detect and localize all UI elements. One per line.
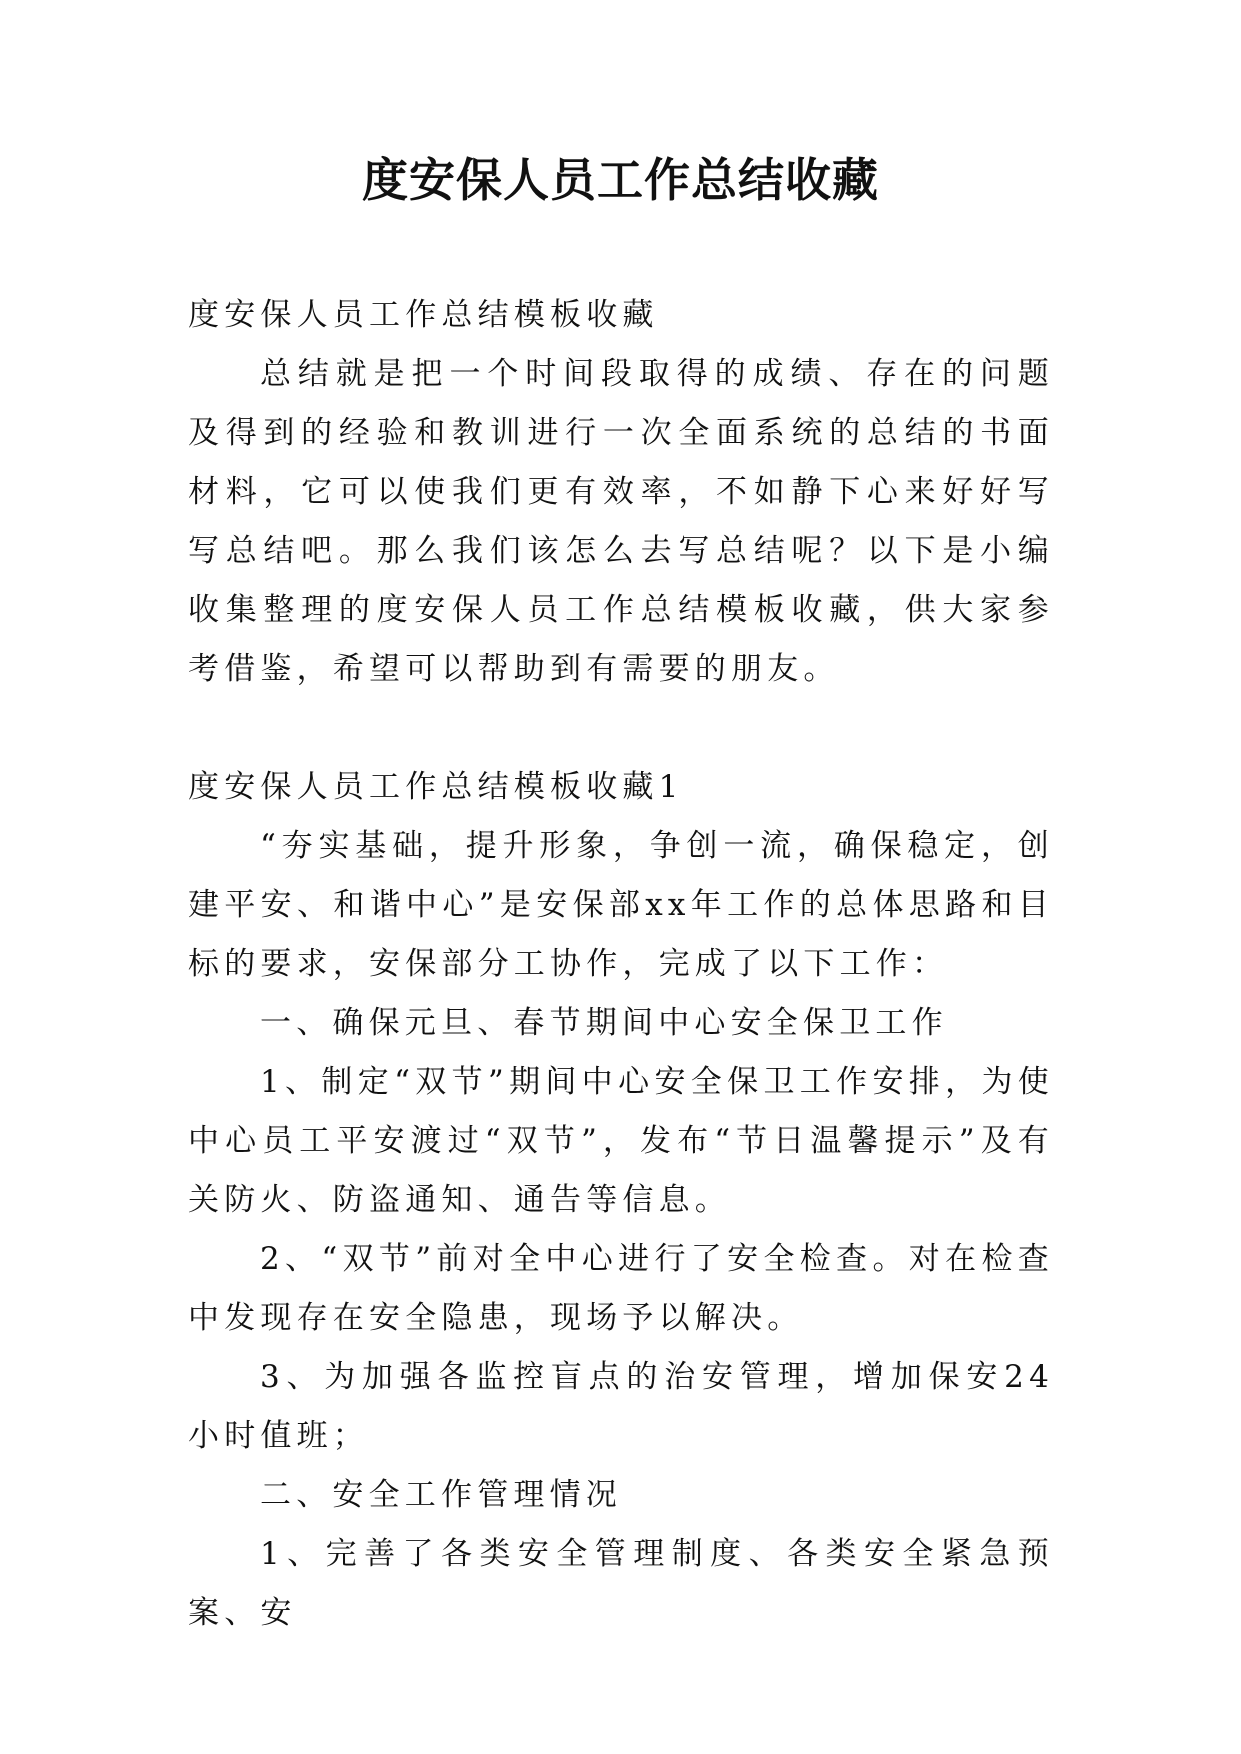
document-title: 度安保人员工作总结收藏 xyxy=(362,153,879,207)
paragraph-gap xyxy=(188,699,1054,758)
section-heading: 度安保人员工作总结模板收藏1 xyxy=(188,769,684,805)
body-paragraph: 1、完善了各类安全管理制度、各类安全紧急预案、安 xyxy=(188,1536,1054,1631)
body-paragraph: 一、确保元旦、春节期间中心安全保卫工作 xyxy=(260,1005,948,1041)
body-paragraph: 1、制定“双节”期间中心安全保卫工作安排，为使中心员工平安渡过“双节”，发布“节日温馨提示”及有关防火、防盗通知、通告等信息。 xyxy=(188,1064,1054,1218)
body-paragraph: 二、安全工作管理情况 xyxy=(260,1477,622,1513)
intro-paragraph: 总结就是把一个时间段取得的成绩、存在的问题及得到的经验和教训进行一次全面系统的总结的书面材料，它可以使我们更有效率，不如静下心来好好写写总结吧。那么我们该怎么去写总结呢？以下是小编收集整理的度安保人员工作总结模板收藏，供大家参考借鉴，希望可以帮助到有需要的朋友。 xyxy=(188,356,1054,687)
body-paragraph: “夯实基础，提升形象，争创一流，确保稳定，创建平安、和谐中心”是安保部xx年工作的总体思路和目标的要求，安保部分工协作，完成了以下工作： xyxy=(188,828,1054,982)
body-paragraph: 3、为加强各监控盲点的治安管理，增加保安24小时值班； xyxy=(188,1359,1054,1454)
body-paragraph: 2、“双节”前对全中心进行了安全检查。对在检查中发现存在安全隐患，现场予以解决。 xyxy=(188,1241,1054,1336)
document-body xyxy=(188,286,1054,1643)
document-subtitle: 度安保人员工作总结模板收藏 xyxy=(188,297,659,333)
